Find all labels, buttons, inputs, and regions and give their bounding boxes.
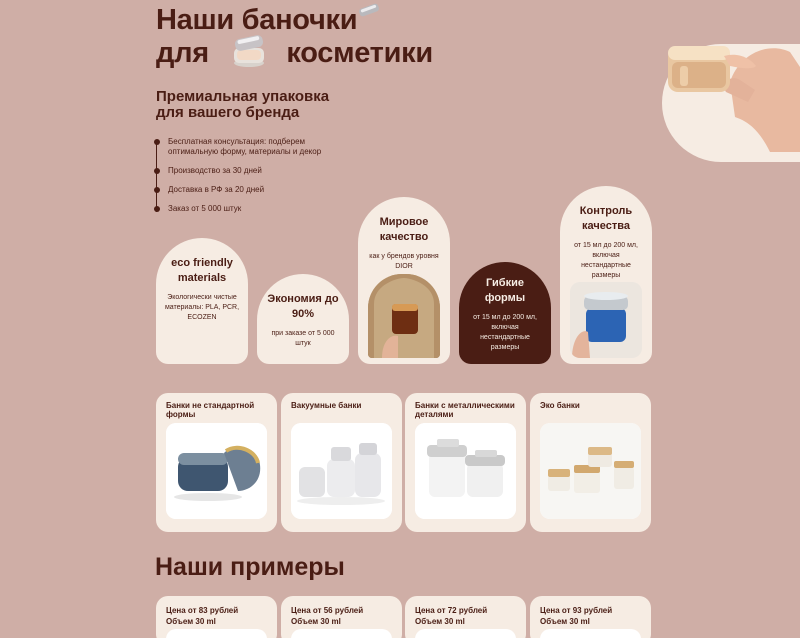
- advantage-text: при заказе от 5 000 штук: [271, 330, 335, 347]
- category-image: [540, 423, 641, 519]
- advantage-card-control: [560, 186, 652, 364]
- example-card[interactable]: [156, 596, 277, 638]
- advantage-text: Экологически чистые материалы: PLA, PCR, ECOZEN: [164, 294, 240, 321]
- advantage-card-shapes: [459, 262, 551, 364]
- example-card[interactable]: [405, 596, 526, 638]
- examples-heading: Наши примеры: [155, 553, 345, 581]
- subtitle-line-2: для вашего бренда: [156, 104, 300, 121]
- advantage-text: как у брендов уровня DIOR: [369, 253, 439, 270]
- advantage-title: Контроль качества: [579, 205, 633, 232]
- title-line-2b: косметики: [286, 37, 433, 69]
- example-card[interactable]: [530, 596, 651, 638]
- category-title: Вакуумные банки: [291, 401, 362, 410]
- category-image: [166, 423, 267, 519]
- advantage-card-economy: [257, 274, 349, 364]
- advantage-card-quality: [358, 197, 450, 364]
- advantage-title: eco friendly materials: [171, 257, 233, 284]
- advantage-title: Мировое качество: [379, 216, 429, 243]
- title-line-1: Наши баночки: [156, 4, 358, 36]
- advantage-text: от 15 мл до 200 мл, включая нестандартные размеры: [473, 314, 537, 351]
- example-volume: Объем 30 ml: [415, 617, 465, 626]
- feature-item: Заказ от 5 000 штук: [154, 204, 364, 214]
- subtitle-line-1: Премиальная упаковка: [156, 88, 330, 105]
- category-card[interactable]: [530, 393, 651, 532]
- example-image: [166, 629, 267, 638]
- advantage-text: от 15 мл до 200 мл, включая нестандартные размеры: [574, 242, 638, 279]
- feature-list: [154, 137, 364, 223]
- dark-jar-image: [368, 274, 440, 358]
- category-title: Эко банки: [540, 401, 580, 410]
- category-card[interactable]: [281, 393, 402, 532]
- category-image: [291, 423, 392, 519]
- feature-item: Доставка в РФ за 20 дней: [154, 185, 364, 195]
- blue-jar-image: [570, 282, 642, 358]
- example-card[interactable]: [281, 596, 402, 638]
- cream-jar-icon: [229, 34, 269, 68]
- example-image: [415, 629, 516, 638]
- category-card[interactable]: [405, 393, 526, 532]
- gallery-photo: [368, 274, 440, 358]
- advantage-title: Гибкие формы: [484, 277, 526, 304]
- example-volume: Объем 30 ml: [291, 617, 341, 626]
- example-price: Цена от 56 рублей: [291, 606, 364, 615]
- advantage-card-eco: [156, 238, 248, 364]
- category-card[interactable]: [156, 393, 277, 532]
- hand-holding-jar-image: [660, 22, 800, 152]
- example-price: Цена от 93 рублей: [540, 606, 613, 615]
- feature-item: Бесплатная консультация: подберем оптимальную форму, материалы и декор: [154, 137, 344, 157]
- hero-subtitle: [156, 89, 329, 121]
- advantage-title: Экономия до 90%: [267, 293, 339, 320]
- example-volume: Объем 30 ml: [166, 617, 216, 626]
- page-title: [156, 4, 433, 70]
- title-line-2a: для: [156, 37, 209, 69]
- example-price: Цена от 83 рублей: [166, 606, 239, 615]
- jar-lid-icon: [357, 0, 383, 20]
- example-price: Цена от 72 рублей: [415, 606, 488, 615]
- example-image: [291, 629, 392, 638]
- gallery-photo: [570, 282, 642, 358]
- example-image: [540, 629, 641, 638]
- category-title: Банки не стандартной формы: [166, 401, 255, 419]
- feature-item: Производство за 30 дней: [154, 166, 364, 176]
- category-title: Банки с металлическими деталями: [415, 401, 515, 419]
- category-image: [415, 423, 516, 519]
- example-volume: Объем 30 ml: [540, 617, 590, 626]
